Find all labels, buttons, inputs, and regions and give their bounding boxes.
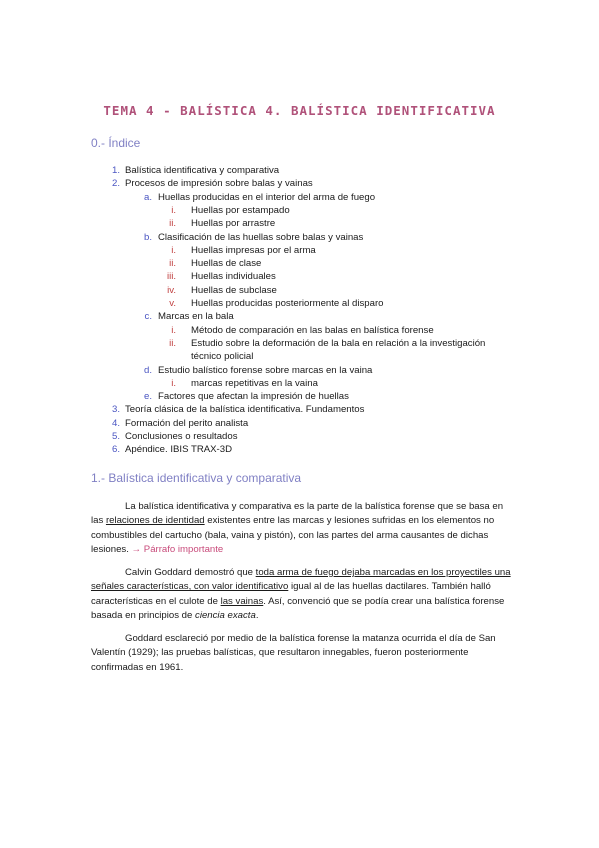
index-item: Estudio sobre la deformación de la bala en relación a la investigación <box>191 337 486 349</box>
index-marker: iv. <box>167 284 176 296</box>
index-item: Estudio balístico forense sobre marcas en la vaina <box>158 364 373 376</box>
index-item: técnico policial <box>191 351 254 363</box>
index-marker: 3. <box>111 404 120 416</box>
index-item: Huellas impresas por el arma <box>191 244 316 256</box>
index-item: Huellas de subclase <box>191 284 277 296</box>
p1-text-a: La balística identificativa y comparativa es la parte de la balística forense que se basa en las <box>91 501 504 527</box>
document-title: TEMA 4 - BALÍSTICA 4. BALÍSTICA IDENTIFICATIVA <box>103 103 496 118</box>
index-marker: d. <box>143 364 152 376</box>
index-marker: 4. <box>111 417 120 429</box>
index-marker: b. <box>143 231 152 243</box>
index-item: Teoría clásica de la balística identificativa. Fundamentos <box>125 404 365 416</box>
index-item: marcas repetitivas en la vaina <box>191 377 318 389</box>
p2-text-c: . Así, convenció que se podía crear una balística forense basada en principios de <box>91 595 505 621</box>
index-item: Marcas en la bala <box>158 311 234 323</box>
index-heading: 0.- Índice <box>91 136 141 150</box>
index-marker: a. <box>143 191 152 203</box>
index-marker: 2. <box>111 178 120 190</box>
paragraph-1 <box>91 500 511 557</box>
index-marker: ii. <box>169 218 176 230</box>
index-marker: 6. <box>111 444 120 456</box>
index-item: Método de comparación en las balas en balística forense <box>191 324 434 336</box>
index-marker: c. <box>144 311 152 323</box>
index-marker: ii. <box>169 337 176 349</box>
index-marker: v. <box>169 298 176 309</box>
index-item: Conclusiones o resultados <box>125 431 238 442</box>
index-marker: i. <box>171 204 176 216</box>
p2-text-a: Calvin Goddard demostró que <box>125 567 256 578</box>
paragraph-3: Goddard esclareció por medio de la balística forense la matanza ocurrida el día de San Valentín (1929); las pruebas balísticas, que resultaron innegables, fueron posteriormente confirmadas en 1961. <box>91 633 496 673</box>
index-marker: ii. <box>169 258 176 270</box>
index-marker: iii. <box>166 271 176 283</box>
index-item: Huellas por arrastre <box>191 218 276 230</box>
index-item: Clasificación de las huellas sobre balas y vainas <box>158 231 364 243</box>
index-marker: 5. <box>111 431 120 442</box>
index-item: Balística identificativa y comparativa <box>125 165 280 176</box>
important-note: → Párrafo importante <box>131 543 224 555</box>
index-item: Huellas producidas en el interior del arma de fuego <box>158 191 376 203</box>
p1-underlined: relaciones de identidad <box>105 515 205 527</box>
index-marker: i. <box>171 324 176 336</box>
p2-italic: ciencia exacta <box>195 609 256 621</box>
p2-text-b: igual al de las huellas dactilares. También halló características en el culote de <box>91 581 491 607</box>
index-marker: e. <box>143 391 152 403</box>
p2-text-d: . <box>255 609 259 621</box>
p2-underlined-1: toda arma de fuego dejaba marcadas en los proyectiles una señales características, con valor identificativo <box>91 567 511 593</box>
index-marker: i. <box>171 377 176 389</box>
index-item: Procesos de impresión sobre balas y vainas <box>125 178 313 190</box>
index-item: Factores que afectan la impresión de huellas <box>158 391 349 403</box>
index-marker: 1. <box>111 165 120 176</box>
index-item: Huellas de clase <box>191 258 262 270</box>
index-item: Huellas por estampado <box>191 204 290 216</box>
index-item: Apéndice. IBIS TRAX-3D <box>125 444 233 456</box>
paragraph-2 <box>91 566 511 623</box>
p2-underlined-2: las vainas <box>220 595 264 607</box>
index-item: Formación del perito analista <box>125 417 249 429</box>
p1-text-b: existentes entre las marcas y lesiones sufridas en los elementos no combustibles del cartucho (bala, vaina y pistón), con las partes del arma causantes de dichas lesiones. <box>91 515 495 555</box>
index-item: Huellas producidas posteriormente al disparo <box>191 298 384 309</box>
index-item: Huellas individuales <box>191 271 276 283</box>
section-1-heading: 1.- Balística identificativa y comparativa <box>91 471 302 485</box>
index-marker: i. <box>171 244 176 256</box>
